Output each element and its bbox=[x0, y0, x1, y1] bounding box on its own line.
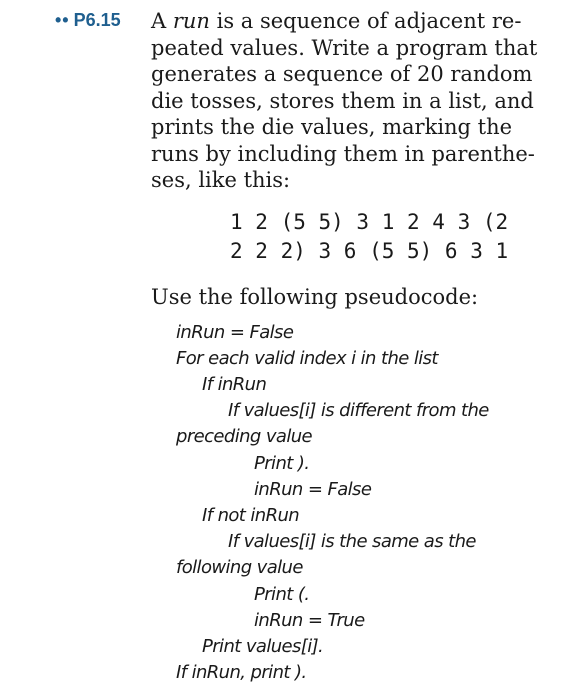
pseudocode-line: Print ). bbox=[254, 453, 310, 474]
exercise-number: P6.15 bbox=[73, 10, 121, 30]
problem-line: ses, like this: bbox=[151, 168, 291, 192]
sample-output bbox=[230, 208, 508, 266]
pseudocode-line: If not inRun bbox=[202, 505, 300, 526]
problem-statement bbox=[151, 8, 538, 194]
sample-output-line: 1 2 (5 5) 3 1 2 4 3 (2 bbox=[230, 210, 509, 234]
problem-text: is a sequence of adjacent re- bbox=[209, 9, 522, 33]
pseudocode-line: If values[i] is different from the bbox=[228, 400, 489, 421]
problem-line bbox=[151, 8, 531, 35]
problem-line: peated values. Write a program that bbox=[151, 35, 538, 60]
problem-text: A bbox=[151, 9, 173, 33]
problem-line: runs by including them in parenthe- bbox=[151, 141, 535, 166]
difficulty-dots: •• bbox=[55, 10, 70, 30]
pseudocode-line: inRun = False bbox=[176, 322, 294, 343]
pseudocode-line: If inRun bbox=[202, 374, 267, 395]
pseudocode-line: inRun = False bbox=[254, 479, 372, 500]
problem-term-run: run bbox=[172, 9, 210, 33]
pseudocode-line: following value bbox=[176, 557, 303, 578]
problem-line: die tosses, stores them in a list, and bbox=[151, 88, 534, 113]
pseudocode-line: preceding value bbox=[176, 426, 313, 447]
exercise-label bbox=[55, 10, 121, 31]
pseudocode-intro: Use the following pseudocode: bbox=[151, 285, 479, 309]
pseudocode-line: Print (. bbox=[254, 584, 310, 605]
pseudocode-line: If values[i] is the same as the bbox=[228, 531, 476, 552]
problem-line: prints the die values, marking the bbox=[151, 115, 513, 139]
sample-output-line: 2 2 2) 3 6 (5 5) 6 3 1 bbox=[230, 239, 509, 263]
pseudocode-line: Print values[i]. bbox=[202, 636, 324, 657]
pseudocode-line: inRun = True bbox=[254, 610, 365, 631]
problem-line: generates a sequence of 20 random bbox=[151, 62, 533, 86]
pseudocode-line: If inRun, print ). bbox=[176, 662, 307, 683]
pseudocode-line: For each valid index i in the list bbox=[176, 348, 438, 369]
